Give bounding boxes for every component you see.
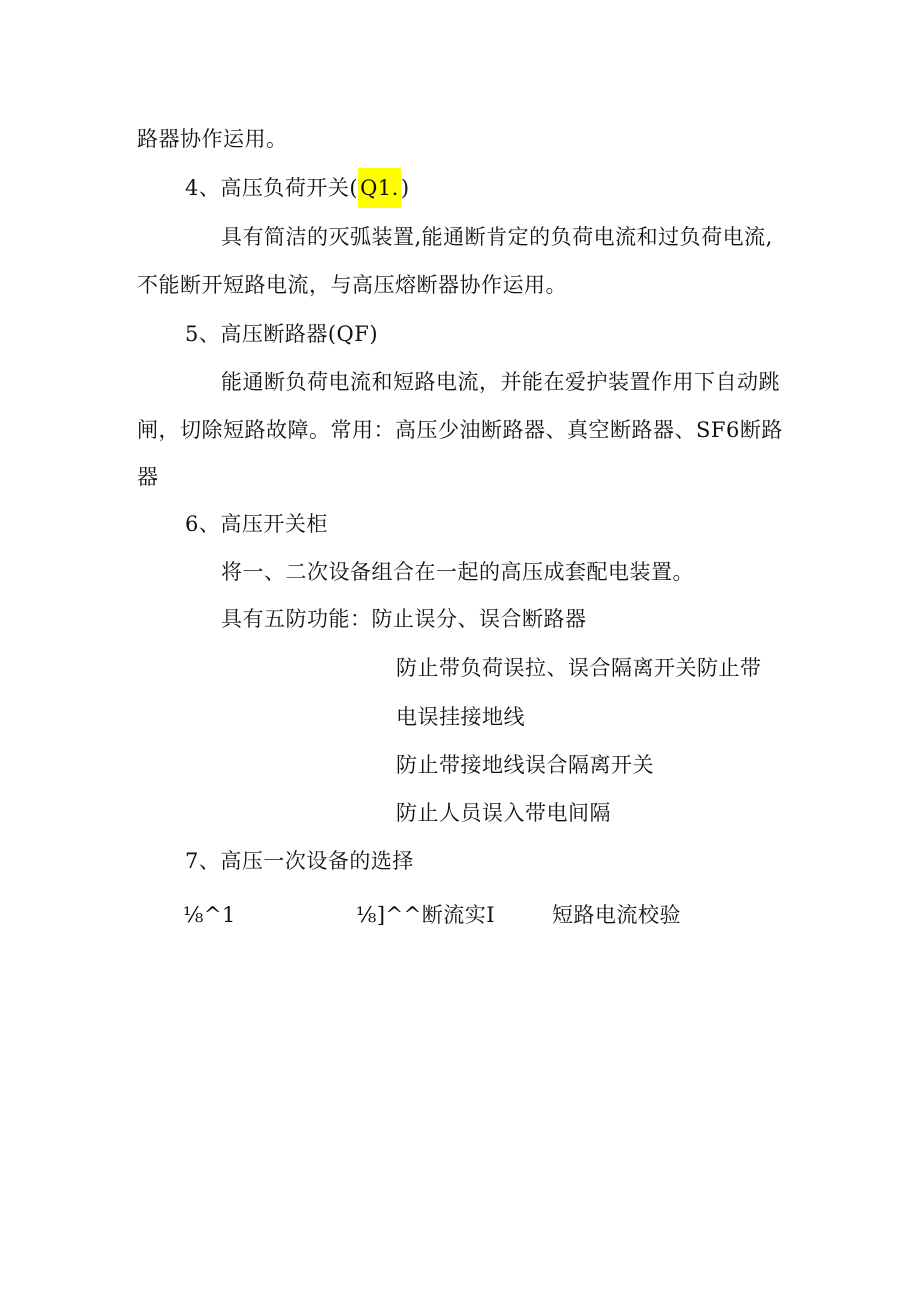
table-fragment-cell: ⅛]^^断流实I	[356, 903, 496, 927]
section-heading-equipment-selection: 7、高压一次设备的选择	[185, 849, 414, 873]
section-heading-load-switch	[185, 174, 410, 208]
text-line: 不能断开短路电流，与高压熔断器协作运用。	[137, 273, 567, 297]
text-line: 具有五防功能：防止误分、误合断路器	[221, 607, 587, 631]
table-fragment-cell: 短路电流校验	[552, 903, 681, 927]
table-fragment-cell: ⅛^1	[183, 903, 236, 927]
text-line: 能通断负荷电流和短路电流，并能在爱护装置作用下自动跳	[221, 370, 780, 394]
text-line: 防止人员误入带电间隔	[396, 801, 611, 825]
heading-text-end: )	[400, 176, 410, 200]
text-line: 电误挂接地线	[396, 705, 525, 729]
text-line: 将一、二次设备组合在一起的高压成套配电装置。	[221, 560, 694, 584]
text-line: 防止带接地线误合隔离开关	[396, 753, 654, 777]
heading-text: 4、高压负荷开关(	[185, 176, 359, 200]
highlighted-text: Q1.	[358, 168, 401, 208]
section-heading-switchgear: 6、高压开关柜	[185, 512, 328, 536]
text-line: 具有简洁的灭弧装置,能通断肯定的负荷电流和过负荷电流,	[221, 225, 773, 249]
text-line: 路器协作运用。	[137, 127, 288, 151]
text-line: 闸，切除短路故障。常用：高压少油断路器、真空断路器、SF6断路	[137, 418, 783, 442]
text-line: 防止带负荷误拉、误合隔离开关防止带	[396, 656, 762, 680]
text-line: 器	[137, 465, 159, 489]
section-heading-circuit-breaker: 5、高压断路器(QF)	[185, 322, 379, 346]
